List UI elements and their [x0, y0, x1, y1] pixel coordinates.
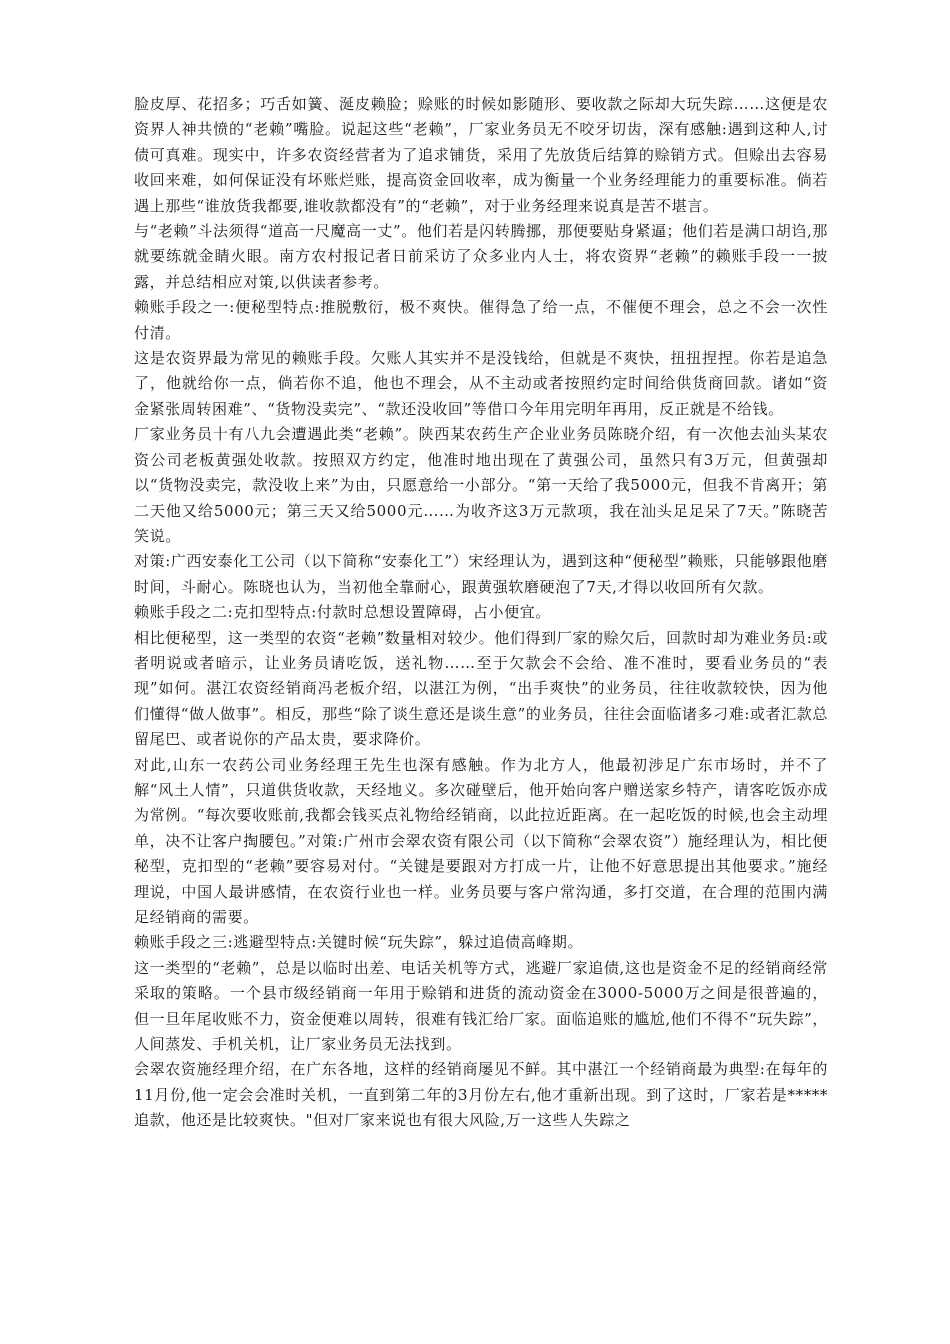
paragraph-tactic-2-example: 对此,山东一农药公司业务经理王先生也深有感触。作为北方人，他最初涉足广东市场时，并不了解“风土人情”，只道供货收款，天经地义。多次碰壁后，他开始向客户赠送家乡特产，请客吃饭亦成为常例。“每次要收账前,我都会钱买点礼物给经销商，以此拉近距离。在一起吃饭的时候,也会主动埋单，决不让客户掏腰包。”对策:广州市会翠农资有限公司（以下简称“会翠农资”）施经理认为，相比便秘型，克扣型的“老赖”要容易对付。“关键是要跟对方打成一片，让他不好意思提出其他要求。”施经理说，中国人最讲感情，在农资行业也一样。业务员要与客户常沟通，多打交道，在合理的范围内满足经销商的需要。	[134, 755, 828, 926]
paragraph-tactic-2-heading: 赖账手段之二:克扣型特点:付款时总想设置障碍，占小便宜。	[134, 603, 551, 622]
paragraph-tactic-3-description: 这一类型的“老赖”，总是以临时出差、电话关机等方式，逃避厂家追债,这也是资金不足的经销商经常采取的策略。一个县市级经销商一年用于赊销和进货的流动资金在3000-5000万之间是很普遍的，但一旦年尾收账不力，资金便难以周转，很难有钱汇给厂家。面临追账的尴尬,他们不得不“玩失踪”，人间蒸发、手机关机，让厂家业务员无法找到。	[134, 958, 828, 1054]
paragraph-tactic-1-example: 厂家业务员十有八九会遭遇此类“老赖”。陕西某农药生产企业业务员陈晓介绍，有一次他去汕头某农资公司老板黄强处收款。按照双方约定，他准时地出现在了黄强公司，虽然只有3万元，但黄强却以“货物没卖完，款没收上来”为由，只愿意给一小部分。“第一天给了我5000元，但我不肯离开；第二天他又给5000元；第三天又给5000元……为收齐这3万元款项，我在汕头足足呆了7天。”陈晓苦笑说。	[134, 425, 828, 545]
paragraph-intro: 脸皮厚、花招多；巧舌如簧、涎皮赖脸；赊账的时候如影随形、要收款之际却大玩失踪……这便是农资界人神共愤的“老赖”嘴脸。说起这些“老赖”，厂家业务员无不咬牙切齿，深有感触:遇到这种人,讨债可真难。现实中，许多农资经营者为了追求铺货，采用了先放货后结算的赊销方式。但赊出去容易收回来难，如何保证没有坏账烂账，提高资金回收率，成为衡量一个业务经理能力的重要标准。倘若遇上那些“谁放货我都要,谁收款都没有”的“老赖”，对于业务经理来说真是苦不堪言。	[134, 95, 828, 215]
paragraph-strategy-overview: 与“老赖”斗法须得“道高一尺魔高一丈”。他们若是闪转腾挪，那便要贴身紧逼；他们若是满口胡诌,那就要练就金睛火眼。南方农村报记者日前采访了众多业内人士，将农资界“老赖”的赖账手段一一披露，并总结相应对策,以供读者参考。	[134, 222, 828, 291]
paragraph-tactic-3-heading: 赖账手段之三:逃避型特点:关键时候“玩失踪”，躲过追债高峰期。	[134, 933, 584, 952]
document-page	[134, 92, 828, 1134]
paragraph-tactic-1-heading: 赖账手段之一:便秘型特点:推脱敷衍，极不爽快。催得急了给一点，不催便不理会，总之不会一次性付清。	[134, 298, 828, 342]
paragraph-tactic-1-description: 这是农资界最为常见的赖账手段。欠账人其实并不是没钱给，但就是不爽快，扭扭捏捏。你若是追急了，他就给你一点，倘若你不追，他也不理会，从不主动或者按照约定时间给供货商回款。诸如“资金紧张周转困难”、“货物没卖完”、“款还没收回”等借口今年用完明年再用，反正就是不给钱。	[134, 349, 828, 418]
paragraph-tactic-1-countermeasure: 对策:广西安泰化工公司（以下简称“安泰化工”）宋经理认为，遇到这种“便秘型”赖账，只能够跟他磨时间，斗耐心。陈晓也认为，当初他全靠耐心，跟黄强软磨硬泡了7天,才得以收回所有欠款。	[134, 552, 828, 596]
paragraph-tactic-3-example: 会翠农资施经理介绍，在广东各地，这样的经销商屡见不鲜。其中湛江一个经销商最为典型:在每年的11月份,他一定会会准时关机，一直到第二年的3月份左右,他才重新出现。到了这时，厂家若是*****追款，他还是比较爽快。"但对厂家来说也有很大风险,万一这些人失踪之	[134, 1060, 828, 1130]
paragraph-tactic-2-description: 相比便秘型，这一类型的农资“老赖”数量相对较少。他们得到厂家的赊欠后，回款时却为难业务员:或者明说或者暗示，让业务员请吃饭，送礼物……至于欠款会不会给、准不准时，要看业务员的“表现”如何。湛江农资经销商冯老板介绍，以湛江为例，“出手爽快”的业务员，往往收款较快，因为他们懂得“做人做事”。相反，那些“除了谈生意还是谈生意”的业务员，往往会面临诸多刁难:或者汇款总留尾巴、或者说你的产品太贵，要求降价。	[134, 628, 828, 749]
